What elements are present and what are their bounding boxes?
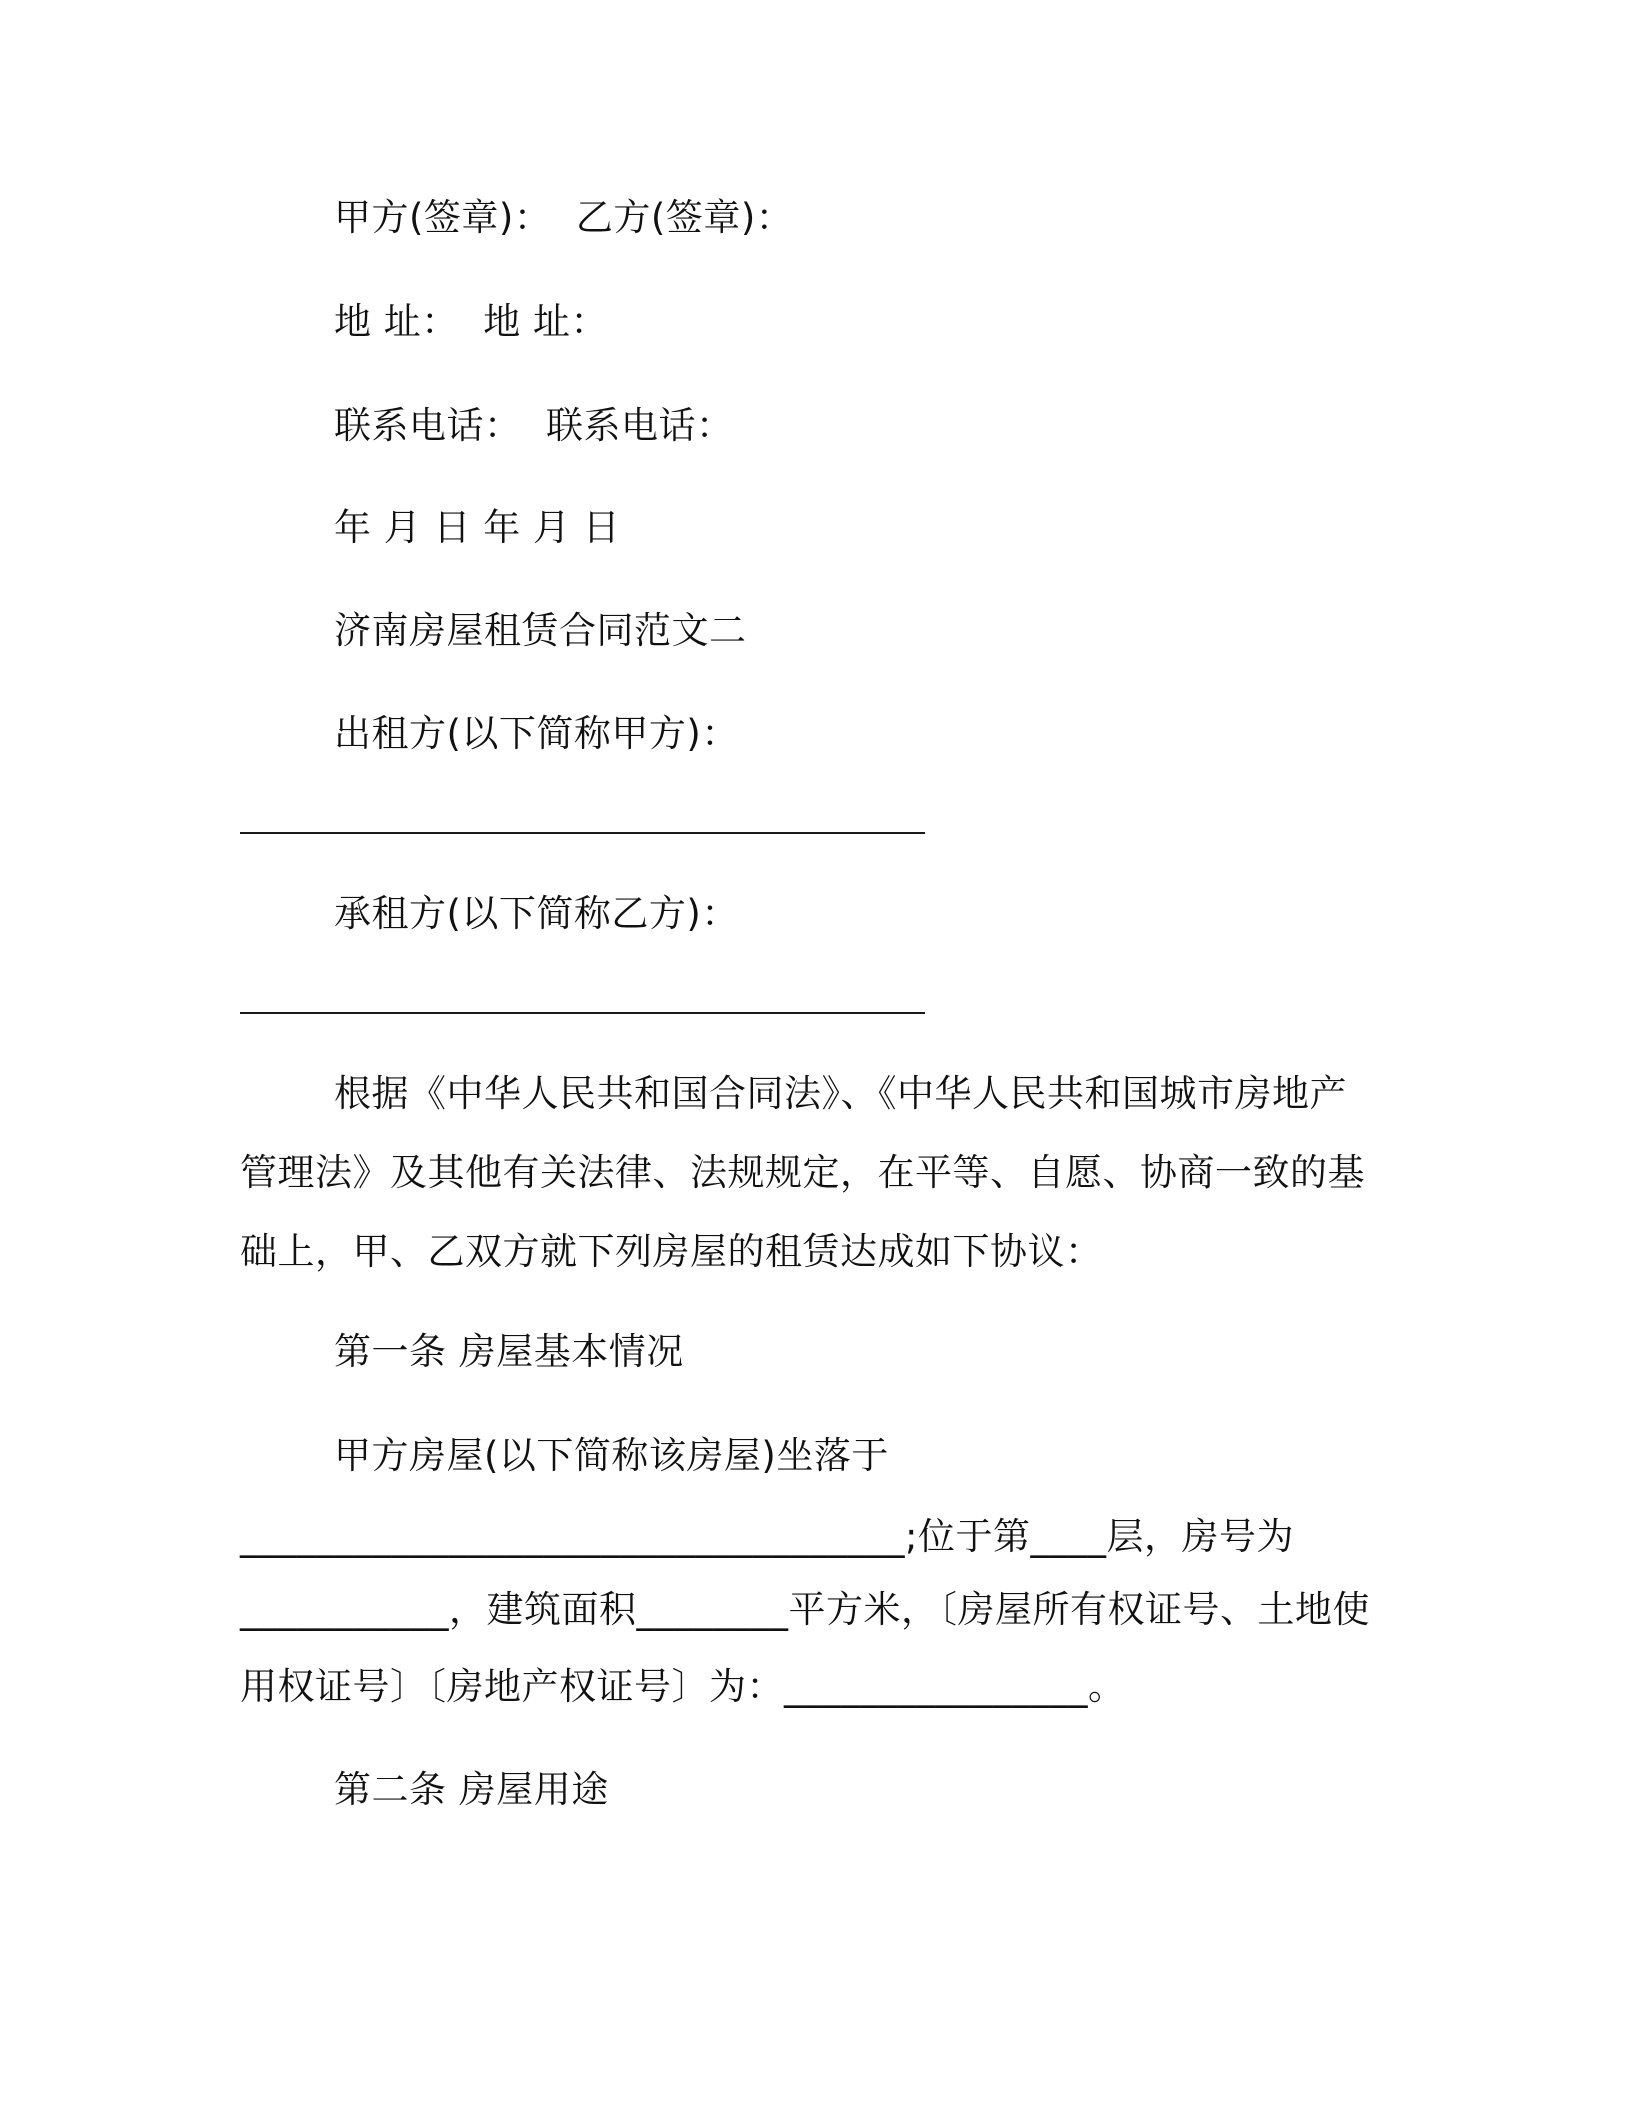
signature-parties-line: 甲方(签章)： 乙方(签章)： <box>334 196 794 239</box>
preamble-line-3: 础上，甲、乙双方就下列房屋的租赁达成如下协议： <box>240 1230 1103 1273</box>
preamble-line-1: 根据《中华人民共和国合同法》、《中华人民共和国城市房地产 <box>334 1072 1347 1115</box>
article1-line-3: ___________，建筑面积________平方米，〔房屋所有权证号、土地使 <box>240 1588 1370 1631</box>
lessee-line: 承租方(以下简称乙方)： <box>334 892 739 935</box>
preamble-line-2: 管理法》及其他有关法律、法规规定，在平等、自愿、协商一致的基 <box>240 1151 1365 1194</box>
date-line: 年 月 日 年 月 日 <box>334 506 621 549</box>
article1-line-2: ___________________________________;位于第____层，房号为 <box>240 1515 1294 1558</box>
article1-line-1: 甲方房屋(以下简称该房屋)坐落于 <box>334 1434 889 1477</box>
article1-line-4: 用权证号〕〔房地产权证号〕为：________________。 <box>240 1665 1126 1708</box>
lessor-blank-rule <box>240 832 925 834</box>
lessee-blank-rule <box>240 1012 925 1014</box>
document-title: 济南房屋租赁合同范文二 <box>334 609 747 652</box>
address-line: 地 址： 地 址： <box>334 300 609 343</box>
phone-line: 联系电话： 联系电话： <box>334 404 734 447</box>
article2-heading: 第二条 房屋用途 <box>334 1768 609 1811</box>
lessor-line: 出租方(以下简称甲方)： <box>334 712 739 755</box>
article1-heading: 第一条 房屋基本情况 <box>334 1330 684 1373</box>
